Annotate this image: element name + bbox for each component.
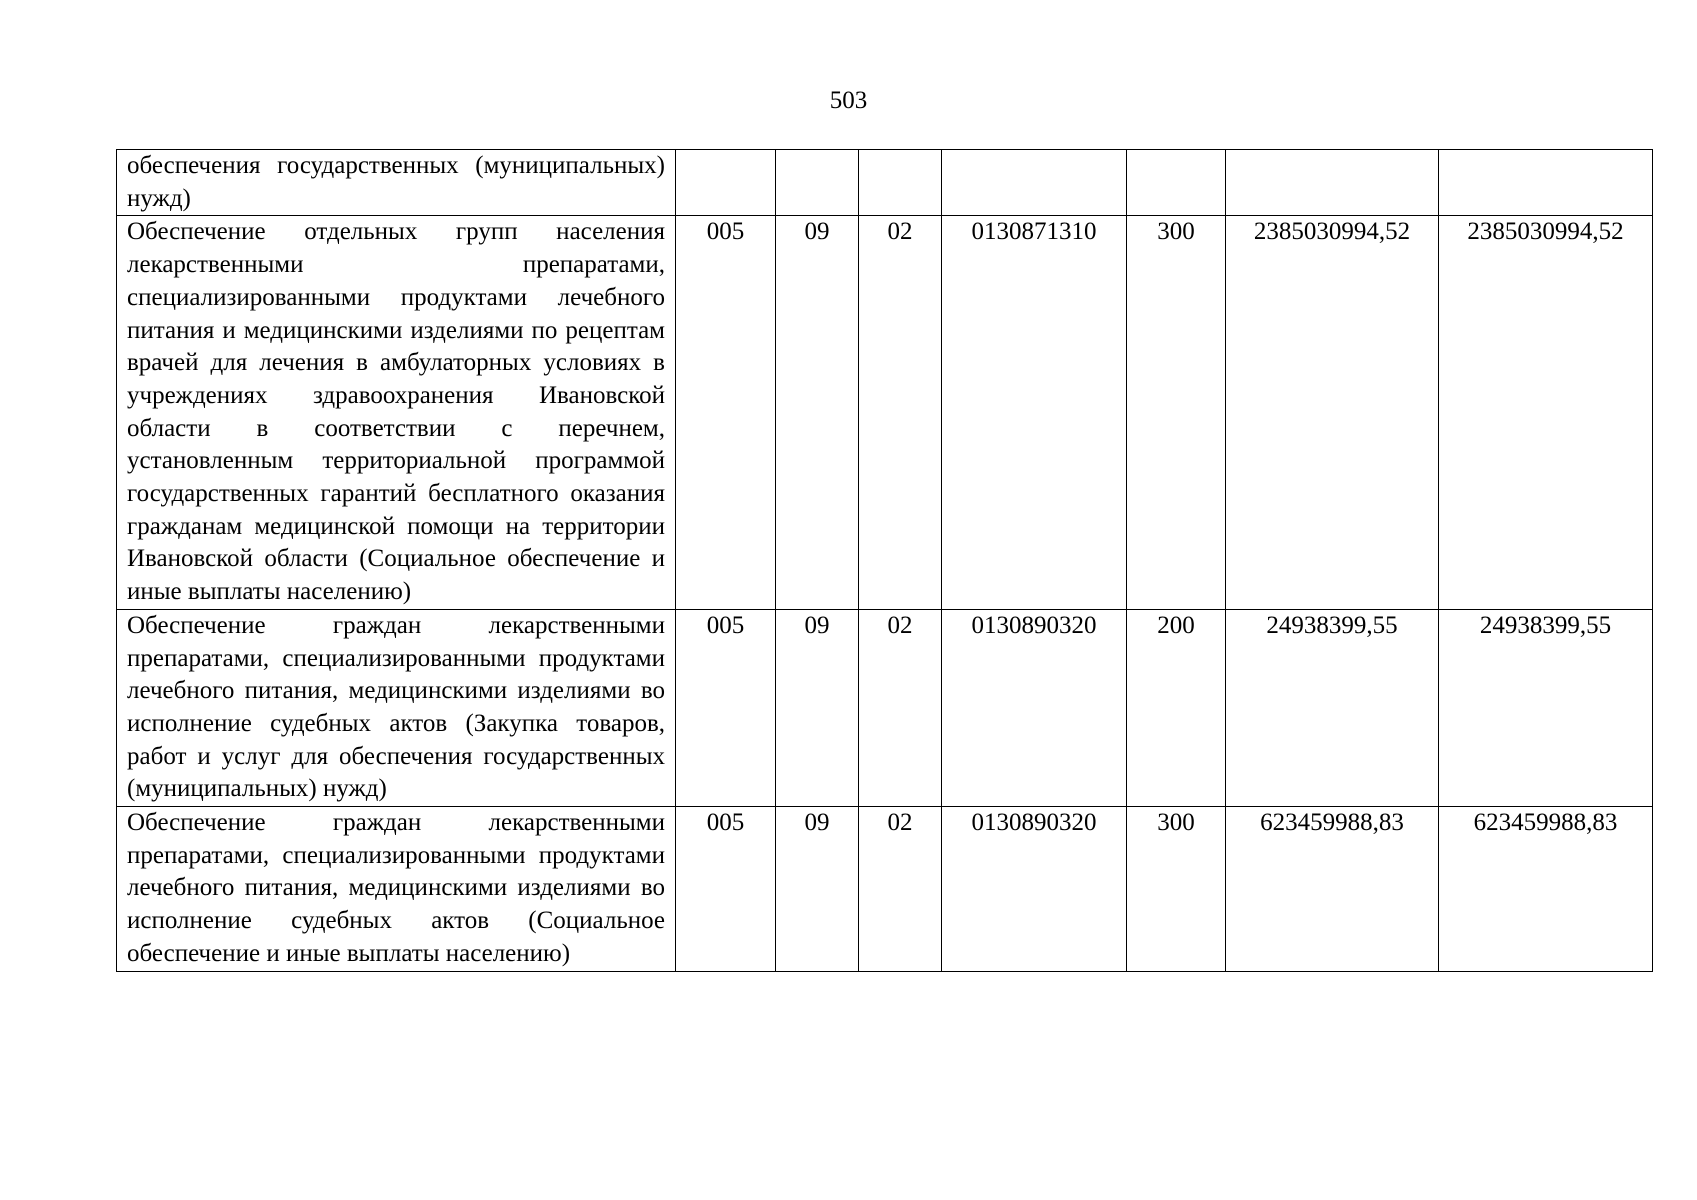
table-row xyxy=(117,216,1653,609)
row-section-code: 09 xyxy=(776,807,859,972)
row-target-article-code: 0130890320 xyxy=(942,609,1127,806)
row-subsection-code: 02 xyxy=(859,216,942,609)
page-number: 503 xyxy=(829,87,868,114)
row-section-code: 09 xyxy=(776,609,859,806)
row-amount-2 xyxy=(1439,150,1653,216)
row-target-article-code: 0130890320 xyxy=(942,807,1127,972)
row-subsection-code xyxy=(859,150,942,216)
row-description: Обеспечение граждан лекарственными препаратами, специализированными продуктами лечебного питания, медицинскими изделиями во исполнение судебных актов (Закупка товаров, работ и услуг для обеспечения государственных (муниципальных) нужд) xyxy=(117,609,676,806)
table-row xyxy=(117,807,1653,972)
row-amount-2: 2385030994,52 xyxy=(1439,216,1653,609)
row-section-code: 09 xyxy=(776,216,859,609)
row-amount-1 xyxy=(1226,150,1439,216)
budget-table xyxy=(116,149,1653,972)
row-subsection-code: 02 xyxy=(859,609,942,806)
row-amount-1: 24938399,55 xyxy=(1226,609,1439,806)
row-amount-1: 623459988,83 xyxy=(1226,807,1439,972)
row-description: обеспечения государственных (муниципальных) нужд) xyxy=(117,150,676,216)
row-amount-1: 2385030994,52 xyxy=(1226,216,1439,609)
table-row xyxy=(117,150,1653,216)
row-ved-code xyxy=(676,150,776,216)
row-amount-2: 24938399,55 xyxy=(1439,609,1653,806)
row-ved-code: 005 xyxy=(676,216,776,609)
row-ved-code: 005 xyxy=(676,609,776,806)
row-expense-type-code: 200 xyxy=(1127,609,1226,806)
row-amount-2: 623459988,83 xyxy=(1439,807,1653,972)
row-description: Обеспечение граждан лекарственными препаратами, специализированными продуктами лечебного питания, медицинскими изделиями во исполнение судебных актов (Социальное обеспечение и иные выплаты населению) xyxy=(117,807,676,972)
row-target-article-code xyxy=(942,150,1127,216)
row-description: Обеспечение отдельных групп населения лекарственными препаратами, специализированными продуктами лечебного питания и медицинскими изделиями по рецептам врачей для лечения в амбулаторных условиях в учреждениях здравоохранения Ивановской области в соответствии с перечнем, установленным территориальной программой государственных гарантий бесплатного оказания гражданам медицинской помощи на территории Ивановской области (Социальное обеспечение и иные выплаты населению) xyxy=(117,216,676,609)
row-expense-type-code: 300 xyxy=(1127,216,1226,609)
table-row xyxy=(117,609,1653,806)
row-expense-type-code xyxy=(1127,150,1226,216)
row-subsection-code: 02 xyxy=(859,807,942,972)
row-section-code xyxy=(776,150,859,216)
row-ved-code: 005 xyxy=(676,807,776,972)
row-target-article-code: 0130871310 xyxy=(942,216,1127,609)
row-expense-type-code: 300 xyxy=(1127,807,1226,972)
